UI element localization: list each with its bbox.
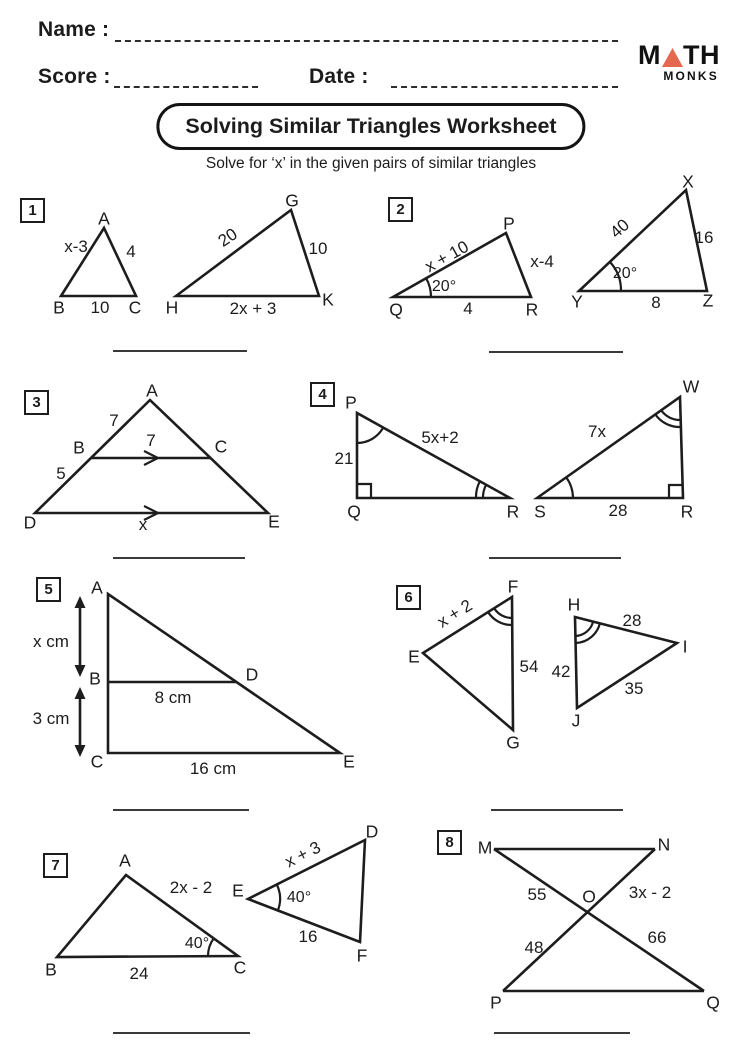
p8-vertex-n: N (657, 834, 671, 855)
logo-monks: MONKS (663, 68, 719, 83)
p2-vertex-z: Z (702, 290, 714, 311)
p8-side-po: 48 (524, 938, 544, 957)
problem-7-number: 7 (43, 853, 68, 878)
p3-side-ab: 7 (109, 411, 119, 430)
p3-side-de: x (138, 515, 148, 534)
p1-side-ab: x-3 (64, 237, 88, 256)
answer-line-7[interactable] (113, 1032, 250, 1034)
p5-vertex-c: C (90, 751, 104, 772)
name-line[interactable] (115, 40, 618, 42)
problem-4-number: 4 (310, 382, 335, 407)
p3-vertex-a: A (146, 380, 158, 401)
p3-diagram (35, 400, 268, 520)
p7-vertex-a: A (119, 850, 131, 871)
p4-side-sr: 28 (608, 501, 628, 520)
p8-side-no: 3x - 2 (628, 883, 672, 902)
p7-vertex-f: F (356, 945, 368, 966)
page-subtitle: Solve for ‘x’ in the given pairs of similar triangles (205, 155, 537, 172)
p2-vertex-r: R (525, 299, 539, 320)
p8-vertex-m: M (477, 837, 493, 858)
p1-side-ac: 4 (126, 242, 136, 261)
p5-side-ce: 16 cm (189, 759, 237, 778)
answer-line-5[interactable] (113, 809, 249, 811)
p6-side-hj: 42 (551, 662, 571, 681)
logo-th: TH (683, 40, 720, 70)
p8-point-o: O (582, 886, 596, 907)
logo-wordmark (634, 40, 720, 70)
p3-vertex-d: D (23, 512, 37, 533)
p8-vertex-q: Q (706, 992, 720, 1013)
p4-vertex-w: W (682, 376, 700, 397)
problem-6-number: 6 (396, 585, 421, 610)
p4-vertex-p: P (345, 392, 357, 413)
p1-side-hg: 20 (214, 224, 241, 251)
p5-dim-ab: x cm (33, 632, 69, 651)
answer-line-3[interactable] (113, 557, 245, 559)
p6-vertex-f: F (507, 576, 519, 597)
p7-vertex-b: B (45, 959, 57, 980)
page-title: Solving Similar Triangles Worksheet (156, 103, 585, 150)
p2-side-pr: x-4 (530, 252, 554, 271)
p4-side-sw: 7x (588, 422, 606, 441)
p1-vertex-c: C (128, 297, 142, 318)
p4-vertex-q: Q (347, 501, 361, 522)
p4-diagram (357, 397, 683, 498)
answer-line-1[interactable] (113, 350, 247, 352)
score-label: Score : (38, 65, 111, 88)
p1-side-hk: 2x + 3 (229, 299, 277, 318)
answer-line-6[interactable] (491, 809, 623, 811)
answer-line-2[interactable] (489, 351, 623, 353)
p8-vertex-p: P (490, 992, 502, 1013)
p1-side-gk: 10 (308, 239, 328, 258)
p7-vertex-c: C (233, 957, 247, 978)
p6-side-fg: 54 (519, 657, 539, 676)
p8-side-mo: 55 (527, 885, 547, 904)
p3-side-bc: 7 (146, 431, 156, 450)
p1-vertex-b: B (53, 297, 65, 318)
p6-side-ef: x + 2 (433, 595, 476, 632)
p2-angle-y: 20° (612, 265, 638, 282)
p7-side-ed: x + 3 (281, 837, 324, 872)
p8-side-oq: 66 (647, 928, 667, 947)
p7-side-ac: 2x - 2 (169, 878, 213, 897)
p6-side-hi: 28 (622, 611, 642, 630)
p3-vertex-b: B (73, 437, 85, 458)
p4-side-pq: 21 (334, 449, 354, 468)
p2-side-qp: x + 10 (421, 236, 472, 277)
p3-vertex-e: E (268, 511, 280, 532)
p7-angle-e: 40° (286, 889, 312, 906)
p1-vertex-h: H (165, 297, 179, 318)
p5-vertex-e: E (343, 751, 355, 772)
problem-1-number: 1 (20, 198, 45, 223)
problem-3-number: 3 (24, 390, 49, 415)
p5-vertex-b: B (89, 668, 101, 689)
p6-vertex-i: I (682, 636, 688, 657)
p2-vertex-p: P (503, 213, 515, 234)
p3-side-bd: 5 (56, 464, 66, 483)
p7-side-bc: 24 (129, 964, 149, 983)
p6-vertex-h: H (567, 594, 581, 615)
date-line[interactable] (391, 86, 618, 88)
p3-vertex-c: C (214, 436, 228, 457)
p2-angle-q: 20° (431, 278, 457, 295)
p6-side-ji: 35 (624, 679, 644, 698)
p2-side-xz: 16 (694, 228, 714, 247)
p7-side-ef: 16 (298, 927, 318, 946)
p5-side-bd: 8 cm (154, 688, 192, 707)
p5-vertex-d: D (245, 664, 259, 685)
p6-vertex-j: J (571, 710, 581, 731)
score-line[interactable] (114, 86, 258, 88)
p5-diagram (75, 594, 341, 757)
p2-vertex-y: Y (571, 291, 583, 312)
p2-side-qr: 4 (463, 299, 473, 318)
p2-vertex-x: X (682, 171, 694, 192)
date-label: Date : (309, 65, 369, 88)
math-monks-logo (634, 40, 720, 83)
p6-vertex-e: E (408, 646, 420, 667)
p5-vertex-a: A (91, 577, 103, 598)
p1-vertex-g: G (285, 190, 299, 211)
p4-side-pr: 5x+2 (421, 428, 459, 447)
p1-vertex-k: K (322, 289, 334, 310)
p6-vertex-g: G (506, 732, 520, 753)
logo-m: M (638, 40, 661, 70)
p2-side-yx: 40 (606, 215, 634, 243)
p7-vertex-d: D (365, 821, 379, 842)
p5-dim-bc: 3 cm (32, 709, 70, 728)
name-label: Name : (38, 18, 110, 41)
p7-angle-c: 40° (184, 935, 210, 952)
answer-line-4[interactable] (489, 557, 621, 559)
p1-vertex-a: A (98, 208, 110, 229)
problem-5-number: 5 (36, 577, 61, 602)
p2-side-yz: 8 (651, 293, 661, 312)
p4-vertex-r1: R (506, 501, 520, 522)
p2-vertex-q: Q (389, 299, 403, 320)
answer-line-8[interactable] (494, 1032, 630, 1034)
problem-2-number: 2 (388, 197, 413, 222)
p8-diagram (494, 849, 704, 991)
p4-vertex-r2: R (680, 501, 694, 522)
p4-vertex-s: S (534, 501, 546, 522)
problem-8-number: 8 (437, 830, 462, 855)
p7-vertex-e: E (232, 880, 244, 901)
p1-side-bc: 10 (90, 298, 110, 317)
logo-triangle-icon (662, 48, 683, 67)
